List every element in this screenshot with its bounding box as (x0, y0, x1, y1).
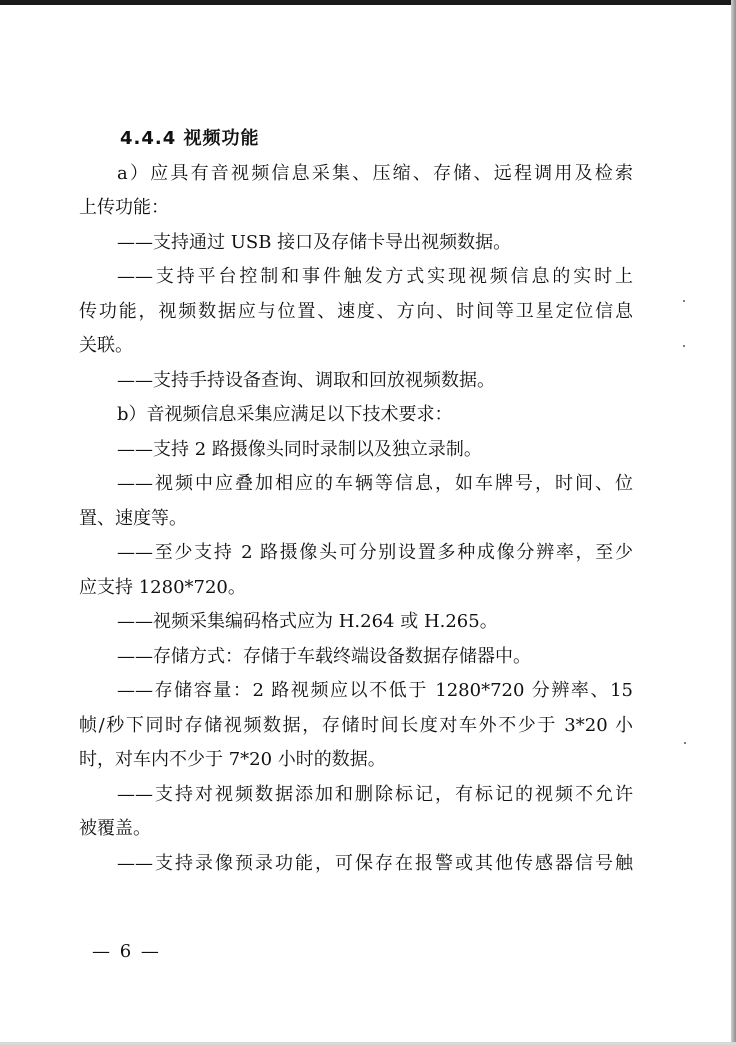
scan-edge-top (0, 0, 736, 5)
text-line: 置、速度等。 (79, 507, 187, 529)
text-line: ——视频中应叠加相应的车辆等信息，如车牌号，时间、位 (117, 473, 633, 494)
scan-speck (683, 345, 685, 347)
text-line: 被覆盖。 (79, 818, 151, 839)
text-line: ——支持录像预录功能，可保存在报警或其他传感器信号触 (117, 852, 633, 874)
scan-edge-right (731, 0, 736, 1045)
text-line: ——至少支持 2 路摄像头可分别设置多种成像分辨率，至少 (117, 542, 633, 563)
paragraph-lines (79, 157, 633, 882)
text-line: ——支持平台控制和事件触发方式实现视频信息的实时上 (117, 266, 633, 287)
text-line: ——支持通过 USB 接口及存储卡导出视频数据。 (117, 231, 512, 253)
text-line: b）音视频信息采集应满足以下技术要求： (117, 404, 453, 425)
page-number: — 6 — (92, 941, 161, 962)
text-line: a）应具有音视频信息采集、压缩、存储、远程调用及检索 (117, 162, 633, 184)
scan-speck (683, 300, 685, 302)
text-line: ——存储容量：2 路视频应以不低于 1280*720 分辨率、15 (117, 680, 633, 701)
section-heading: 4.4.4 视频功能 (120, 128, 260, 149)
text-line: 关联。 (79, 335, 133, 356)
text-line: ——存储方式：存储于车载终端设备数据存储器中。 (117, 645, 531, 667)
document-body (79, 122, 633, 881)
text-line: ——支持 2 路摄像头同时录制以及独立录制。 (117, 438, 482, 460)
scan-speck (684, 742, 686, 744)
text-line: 时，对车内不少于 7*20 小时的数据。 (79, 749, 386, 770)
text-line: 应支持 1280*720。 (79, 576, 246, 598)
text-line: 上传功能： (79, 197, 169, 218)
text-line: ——支持手持设备查询、调取和回放视频数据。 (117, 369, 495, 391)
text-line: 传功能，视频数据应与位置、速度、方向、时间等卫星定位信息 (79, 300, 633, 322)
text-line: 帧/秒下同时存储视频数据，存储时间长度对车外不少于 3*20 小 (79, 714, 633, 736)
text-line: ——支持对视频数据添加和删除标记，有标记的视频不允许 (117, 783, 633, 805)
text-line: ——视频采集编码格式应为 H.264 或 H.265。 (117, 611, 498, 632)
